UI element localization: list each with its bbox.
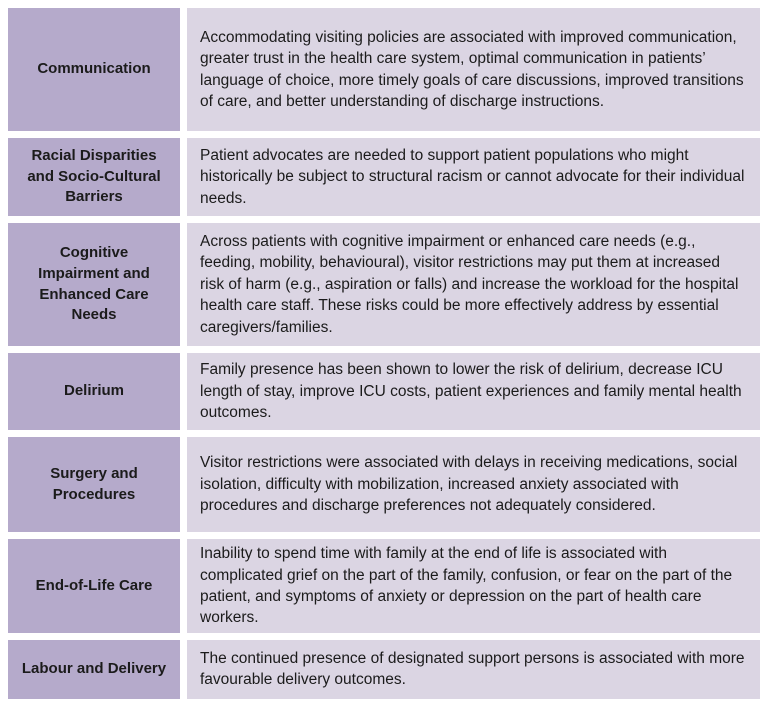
- row-topic-cell: [8, 138, 180, 216]
- row-topic-cell: [8, 539, 180, 633]
- row-description: Inability to spend time with family at the end of life is associated with complicated grief on the part of the family, confusion, or fear on the part of the patient, and symptoms of anxiety or depression on the part of health care workers.: [200, 545, 733, 627]
- row-topic: Surgery and Procedures: [50, 464, 138, 503]
- row-topic-cell: [8, 8, 180, 131]
- row-description-cell: [187, 353, 760, 430]
- row-topic: Delirium: [63, 382, 124, 400]
- row-description-cell: [187, 138, 760, 216]
- row-description-cell: [187, 223, 760, 346]
- row-description-cell: [187, 539, 760, 633]
- row-description: Patient advocates are needed to support patient populations who might historically be subject to structural racism or cannot advocate for their individual needs.: [200, 146, 745, 207]
- row-topic: Labour and Delivery: [21, 660, 167, 678]
- row-description: Across patients with cognitive impairment or enhanced care needs (e.g., feeding, mobility, behavioural), visitor restrictions may put them at increased risk of harm (e.g., aspiration or falls) and increase the workload for the hospital health care staff. These risks could be more effectively address by essential caregivers/families.: [200, 233, 739, 336]
- row-topic-cell: [8, 640, 180, 699]
- row-topic-cell: [8, 437, 180, 532]
- row-description-cell: [187, 437, 760, 532]
- row-description-cell: [187, 8, 760, 131]
- row-topic-cell: [8, 353, 180, 430]
- row-topic: End-of-Life Care: [35, 576, 153, 594]
- row-description: The continued presence of designated support persons is associated with more favourable delivery outcomes.: [200, 650, 745, 689]
- row-description: Family presence has been shown to lower the risk of delirium, decrease ICU length of stay, improve ICU costs, patient experiences and family mental health outcomes.: [200, 361, 742, 422]
- row-topic: Communication: [37, 60, 151, 78]
- row-topic-cell: [8, 223, 180, 346]
- row-topic: Racial Disparities and Socio-Cultural Barriers: [27, 146, 161, 206]
- row-description: Accommodating visiting policies are associated with improved communication, greater trust in the health care system, optimal communication in patients’ language of choice, more timely goals of care discussions, improved transitions of care, and better understanding of discharge instructions.: [200, 28, 744, 110]
- row-description: Visitor restrictions were associated with delays in receiving medications, social isolation, difficulty with mobilization, increased anxiety associated with procedures and discharge preferences not adequately considered.: [200, 454, 738, 515]
- row-topic: Cognitive Impairment and Enhanced Care Needs: [38, 244, 150, 324]
- row-description-cell: [187, 640, 760, 699]
